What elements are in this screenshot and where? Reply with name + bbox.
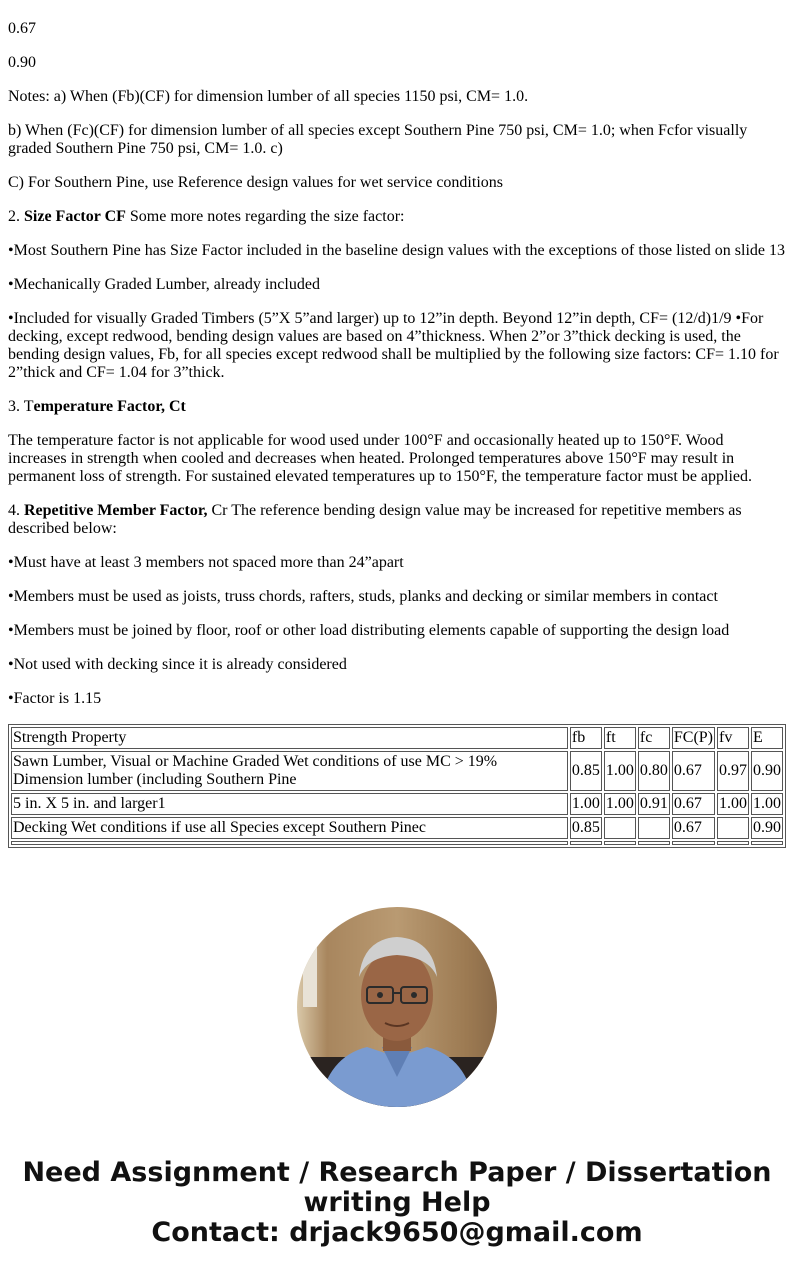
table-cell: 1.00 xyxy=(604,751,636,791)
header-cell: ft xyxy=(604,727,636,749)
table-cell: 0.91 xyxy=(638,793,670,815)
person-portrait-icon xyxy=(297,907,497,1107)
promo-headline: Need Assignment / Research Paper / Dissertation writing Help xyxy=(22,1157,772,1218)
note-a: Notes: a) When (Fb)(CF) for dimension lumber of all species 1150 psi, CM= 1.0. xyxy=(8,88,529,105)
header-cell: fc xyxy=(638,727,670,749)
table-row xyxy=(11,793,783,815)
section-intro: Some more notes regarding the size factor: xyxy=(125,208,405,225)
table-cell: 0.67 xyxy=(672,817,715,839)
table-cell xyxy=(751,841,783,845)
wet-service-factor-table xyxy=(8,724,786,848)
table-cell: Decking Wet conditions if use all Species except Southern Pinec xyxy=(11,817,568,839)
promo-contact: Contact: drjack9650@gmail.com xyxy=(151,1217,643,1248)
table-cell: 1.00 xyxy=(717,793,749,815)
table-cell: 0.80 xyxy=(638,751,670,791)
temperature-heading xyxy=(8,398,786,416)
table-cell: 0.90 xyxy=(751,751,783,791)
table-cell: 1.00 xyxy=(751,793,783,815)
table-cell xyxy=(638,817,670,839)
bullet-item: •Mechanically Graded Lumber, already included xyxy=(8,276,320,293)
table-cell: Sawn Lumber, Visual or Machine Graded Wet conditions of use MC > 19% Dimension lumber (including Southern Pine xyxy=(11,751,568,791)
section-title: Repetitive Member Factor, xyxy=(24,502,208,519)
table-cell xyxy=(638,841,670,845)
repetitive-heading xyxy=(8,502,786,538)
table-row xyxy=(11,751,783,791)
bullet-item: •Factor is 1.15 xyxy=(8,690,102,707)
temperature-body: The temperature factor is not applicable for wood used under 100°F and occasionally heated up to 150°F. Wood increases in strength when cooled and decreases when heated. Prolonged temperatures above 150°F may result in permanent loss of strength. For sustained elevated temperatures up to 150°F, the temperature factor must be applied. xyxy=(8,432,753,485)
value-line: 0.90 xyxy=(8,54,36,71)
document-body xyxy=(8,20,786,848)
table-cell xyxy=(717,841,749,845)
bullet-item: •Members must be used as joists, truss chords, rafters, studs, planks and decking or similar members in contact xyxy=(8,588,718,605)
header-cell: E xyxy=(751,727,783,749)
section-title: Size Factor CF xyxy=(24,208,126,225)
table-cell: 0.85 xyxy=(570,751,602,791)
table-cell xyxy=(604,817,636,839)
table-row xyxy=(11,817,783,839)
table-cell xyxy=(11,841,568,845)
table-cell: 1.00 xyxy=(570,793,602,815)
author-avatar xyxy=(297,907,497,1107)
bullet-item: •Members must be joined by floor, roof or other load distributing elements capable of supporting the design load xyxy=(8,622,730,639)
bullet-item: •Must have at least 3 members not spaced more than 24”apart xyxy=(8,554,404,571)
note-b: b) When (Fc)(CF) for dimension lumber of all species except Southern Pine 750 psi, CM= 1.0; when Fcfor visually graded Southern Pine 750 psi, CM= 1.0. c) xyxy=(8,122,748,157)
bullet-item: •Included for visually Graded Timbers (5”X 5”and larger) up to 12”in depth. Beyond 12”in depth, CF= (12/d)1/9 •For decking, except redwood, bending design values are based on 4”thickness. When 2”or 3”thick decking is used, the bending design values, Fb, for all species except redwood shall be multiplied by the following size factors: CF= 1.10 for 2”thick and CF= 1.04 for 3”thick. xyxy=(8,310,779,381)
table-cell: 0.67 xyxy=(672,793,715,815)
table-cell: 5 in. X 5 in. and larger1 xyxy=(11,793,568,815)
table-cell xyxy=(570,841,602,845)
promo-banner xyxy=(0,1158,794,1248)
header-cell: FC(P) xyxy=(672,727,715,749)
table-cell xyxy=(604,841,636,845)
table-cell xyxy=(672,841,715,845)
note-c: C) For Southern Pine, use Reference design values for wet service conditions xyxy=(8,174,503,191)
header-cell: Strength Property xyxy=(11,727,568,749)
table-cell: 1.00 xyxy=(604,793,636,815)
table-cell: 0.67 xyxy=(672,751,715,791)
section-number: 2. xyxy=(8,208,24,225)
section-title: emperature Factor, Ct xyxy=(33,398,186,415)
section-intro: Cr The reference bending design value may be increased for repetitive members as described below: xyxy=(8,502,742,537)
table-cell: 0.97 xyxy=(717,751,749,791)
header-cell: fv xyxy=(717,727,749,749)
section-number: 3. T xyxy=(8,398,34,415)
bullet-item: •Not used with decking since it is already considered xyxy=(8,656,347,673)
table-cell: 0.85 xyxy=(570,817,602,839)
table-row xyxy=(11,841,783,845)
table-cell: 0.90 xyxy=(751,817,783,839)
bullet-item: •Most Southern Pine has Size Factor included in the baseline design values with the exceptions of those listed on slide 13 xyxy=(8,242,786,259)
table-header-row xyxy=(11,727,783,749)
section-number: 4. xyxy=(8,502,24,519)
table-cell xyxy=(717,817,749,839)
value-line: 0.67 xyxy=(8,20,36,37)
size-factor-heading xyxy=(8,208,786,226)
header-cell: fb xyxy=(570,727,602,749)
